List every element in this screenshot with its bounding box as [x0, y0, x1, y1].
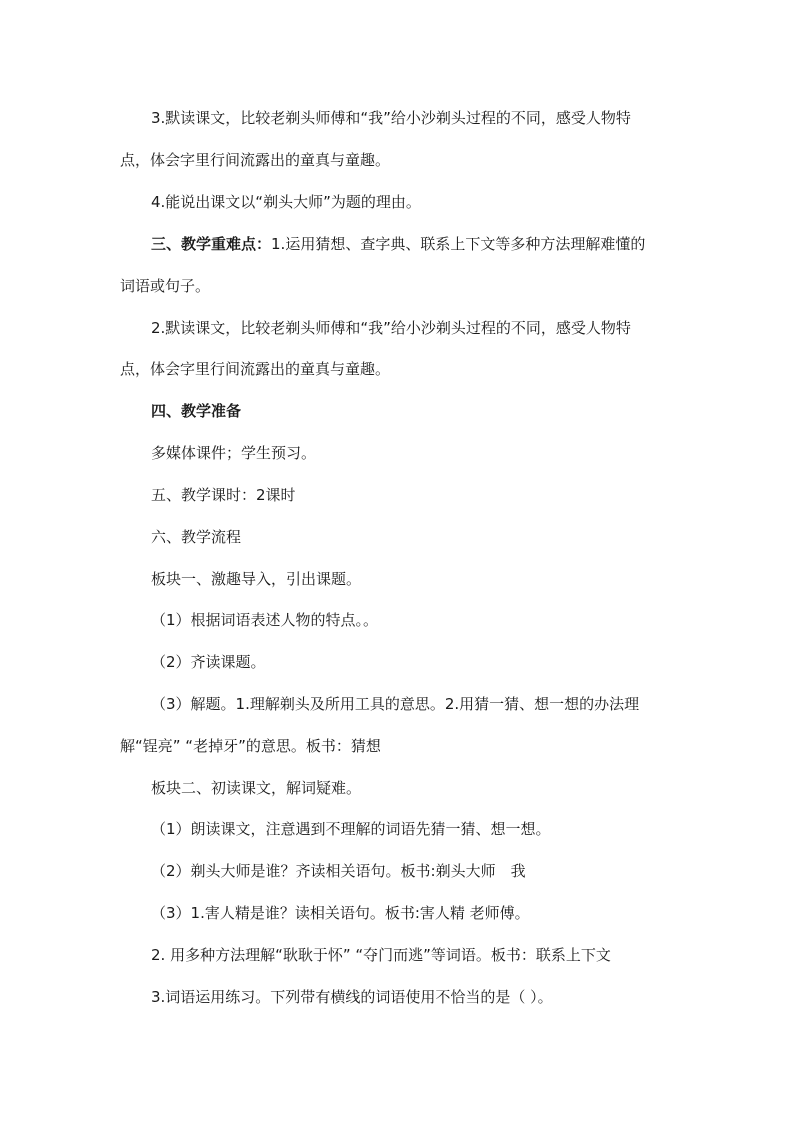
- section-heading: 六、教学流程: [151, 528, 242, 546]
- paragraph-line: 3.默读课文，比较老剃头师傅和“我”给小沙剃头过程的不同，感受人物特: [151, 109, 631, 127]
- paragraph-line: （3）1.害人精是谁？读相关语句。板书:害人精 老师傅。: [151, 904, 530, 922]
- paragraph-line: 2. 用多种方法理解“耿耿于怀” “夺门而逃”等词语。板书：联系上下文: [151, 946, 611, 964]
- paragraph-line: （1）朗读课文，注意遇到不理解的词语先猜一猜、想一想。: [151, 820, 551, 838]
- section-heading: 三、教学重难点：: [151, 235, 272, 253]
- paragraph-line: 3.词语运用练习。下列带有横线的词语使用不恰当的是（ ）。: [151, 988, 553, 1006]
- section-heading: 五、教学课时：2课时: [151, 486, 296, 504]
- paragraph-line: 解“锃亮” “老掉牙”的意思。板书：猜想: [120, 737, 381, 755]
- section-heading-line: [151, 234, 645, 254]
- paragraph-line: 词语或句子。: [120, 277, 211, 295]
- paragraph-text: 1.运用猜想、查字典、联系上下文等多种方法理解难懂的: [271, 235, 646, 253]
- paragraph-line: （3）解题。1.理解剃头及所用工具的意思。2.用猜一猜、想一想的办法理: [151, 695, 640, 713]
- block-heading: 板块二、初读课文，解词疑难。: [151, 779, 362, 797]
- section-heading: 四、教学准备: [151, 402, 242, 420]
- paragraph-line: 点，体会字里行间流露出的童真与童趣。: [120, 151, 391, 169]
- paragraph-line: 多媒体课件；学生预习。: [151, 444, 317, 462]
- paragraph-line: 2.默读课文，比较老剃头师傅和“我”给小沙剃头过程的不同，感受人物特: [151, 319, 631, 337]
- paragraph-line: （2）剃头大师是谁？齐读相关语句。板书:剃头大师 我: [151, 862, 526, 880]
- paragraph-line: （1）根据词语表述人物的特点。。: [151, 611, 379, 629]
- paragraph-line: 点，体会字里行间流露出的童真与童趣。: [120, 360, 391, 378]
- block-heading: 板块一、激趣导入，引出课题。: [151, 570, 362, 588]
- paragraph-line: 4.能说出课文以“剃头大师”为题的理由。: [151, 193, 421, 211]
- paragraph-line: （2）齐读课题。: [151, 653, 266, 671]
